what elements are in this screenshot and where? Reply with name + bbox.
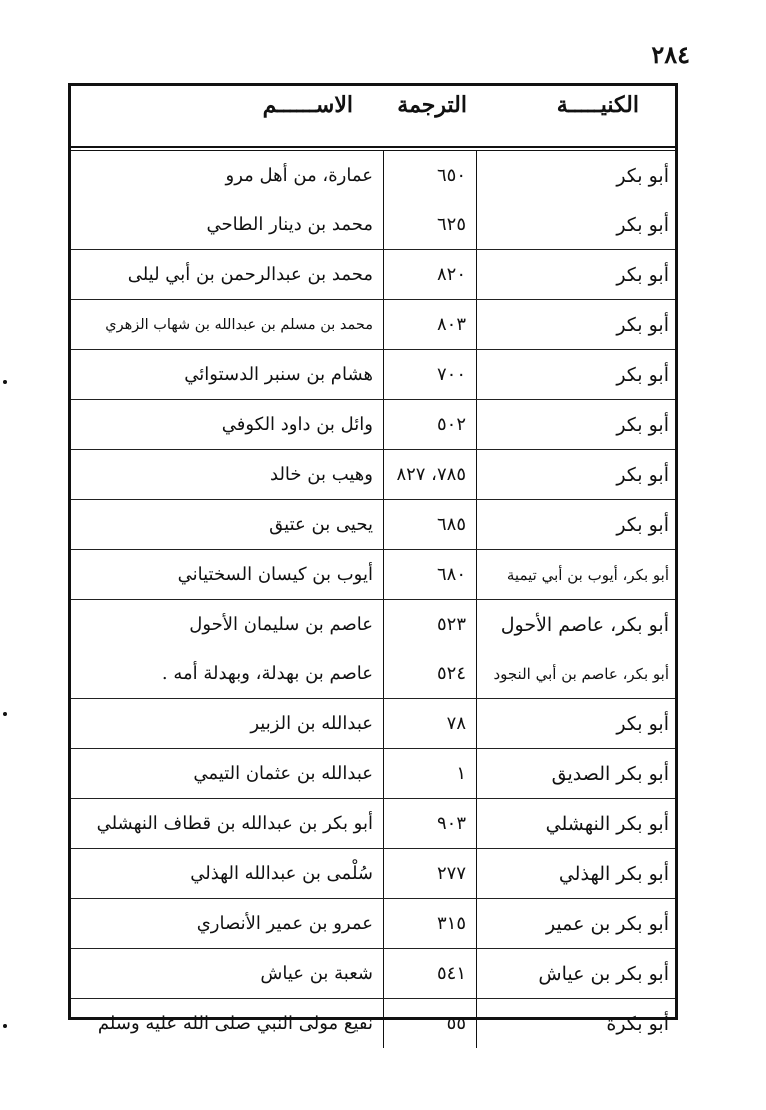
name-cell: شعبة بن عياش xyxy=(260,963,373,984)
table-header xyxy=(71,86,675,148)
kunya-cell: أبو بكر بن عمير xyxy=(545,912,669,935)
name-cell: عبدالله بن عثمان التيمي xyxy=(193,763,373,784)
margin-speck xyxy=(3,380,7,384)
margin-speck xyxy=(3,1024,7,1028)
table-row xyxy=(71,649,675,699)
tarjama-number-cell: ٦٢٥ xyxy=(383,200,477,249)
name-cell: محمد بن عبدالرحمن بن أبي ليلى xyxy=(127,264,373,285)
kunya-cell: أبو بكر الصديق xyxy=(551,762,669,785)
table-row xyxy=(71,849,675,899)
table-row xyxy=(71,699,675,749)
table-row xyxy=(71,400,675,450)
table-row xyxy=(71,151,675,200)
tarjama-number-cell: ٦٨٠ xyxy=(383,550,477,599)
tarjama-number-cell: ٨٢٠ xyxy=(383,250,477,299)
tarjama-number-cell: ٦٨٥ xyxy=(383,500,477,549)
name-cell: أبو بكر بن عبدالله بن قطاف النهشلي xyxy=(96,813,373,834)
name-cell: وائل بن داود الكوفي xyxy=(221,414,373,435)
table-row xyxy=(71,799,675,849)
name-cell: عمرو بن عمير الأنصاري xyxy=(196,913,373,934)
name-cell: عبدالله بن الزبير xyxy=(250,713,373,734)
index-table xyxy=(68,83,678,1035)
name-cell: وهيب بن خالد xyxy=(270,464,373,485)
name-cell: سُلْمى بن عبدالله الهذلي xyxy=(190,863,373,884)
tarjama-number-cell: ٨٠٣ xyxy=(383,300,477,349)
table-row xyxy=(71,200,675,250)
kunya-cell: أبو بكر xyxy=(616,413,669,436)
table-row xyxy=(71,550,675,600)
tarjama-number-cell: ٦٥٠ xyxy=(383,151,477,200)
name-cell: محمد بن دينار الطاحي xyxy=(206,214,373,235)
tarjama-number-cell: ٥٤١ xyxy=(383,949,477,998)
name-cell: عاصم بن سليمان الأحول xyxy=(189,614,373,635)
tarjama-number-cell: ٥٠٢ xyxy=(383,400,477,449)
tarjama-number-cell: ١ xyxy=(383,749,477,798)
table-row xyxy=(71,749,675,799)
page-number: ٢٨٤ xyxy=(651,40,690,69)
kunya-cell: أبو بكر النهشلي xyxy=(545,812,669,835)
kunya-cell: أبو بكرة xyxy=(606,1012,669,1035)
tarjama-number-cell: ٥٢٣ xyxy=(383,600,477,649)
kunya-cell: أبو بكر، عاصم بن أبي النجود xyxy=(493,664,669,683)
kunya-cell: أبو بكر، أيوب بن أبي تيمية xyxy=(506,565,669,584)
table-row xyxy=(71,250,675,300)
tarjama-number-cell: ٧٨٥، ٨٢٧ xyxy=(383,450,477,499)
name-cell: عمارة، من أهل مرو xyxy=(225,165,373,186)
tarjama-number-cell: ٧٠٠ xyxy=(383,350,477,399)
tarjama-number-cell: ٢٧٧ xyxy=(383,849,477,898)
table-row xyxy=(71,450,675,500)
tarjama-number-cell: ٧٨ xyxy=(383,699,477,748)
kunya-cell: أبو بكر xyxy=(616,164,669,187)
table-row xyxy=(71,899,675,949)
table-row xyxy=(71,500,675,550)
table-row xyxy=(71,300,675,350)
kunya-cell: أبو بكر بن عياش xyxy=(538,962,669,985)
table-row xyxy=(71,600,675,649)
table-row xyxy=(71,999,675,1048)
kunya-cell: أبو بكر xyxy=(616,363,669,386)
name-cell: نفيع مولى النبي صلى الله عليه وسلم xyxy=(97,1013,373,1034)
name-cell: يحيى بن عتيق xyxy=(269,514,373,535)
kunya-cell: أبو بكر xyxy=(616,263,669,286)
table-body xyxy=(71,151,675,1048)
kunya-cell: أبو بكر الهذلي xyxy=(558,862,669,885)
header-kunya: الكنيـــــة xyxy=(556,92,639,118)
name-cell: محمد بن مسلم بن عبدالله بن شهاب الزهري xyxy=(105,316,373,333)
kunya-cell: أبو بكر xyxy=(616,213,669,236)
table-row xyxy=(71,949,675,999)
tarjama-number-cell: ٣١٥ xyxy=(383,899,477,948)
header-tarjama: الترجمة xyxy=(397,92,467,118)
kunya-cell: أبو بكر xyxy=(616,513,669,536)
name-cell: أيوب بن كيسان السختياني xyxy=(177,564,373,585)
name-cell: عاصم بن بهدلة، وبهدلة أمه . xyxy=(161,663,373,684)
tarjama-number-cell: ٥٢٤ xyxy=(383,649,477,698)
tarjama-number-cell: ٩٠٣ xyxy=(383,799,477,848)
kunya-cell: أبو بكر xyxy=(616,463,669,486)
kunya-cell: أبو بكر xyxy=(616,313,669,336)
kunya-cell: أبو بكر، عاصم الأحول xyxy=(500,613,669,636)
tarjama-number-cell: ٥٥ xyxy=(383,999,477,1048)
margin-speck xyxy=(3,712,7,716)
table-row xyxy=(71,350,675,400)
name-cell: هشام بن سنبر الدستوائي xyxy=(184,364,373,385)
header-ism: الاســــــم xyxy=(262,92,353,118)
kunya-cell: أبو بكر xyxy=(616,712,669,735)
